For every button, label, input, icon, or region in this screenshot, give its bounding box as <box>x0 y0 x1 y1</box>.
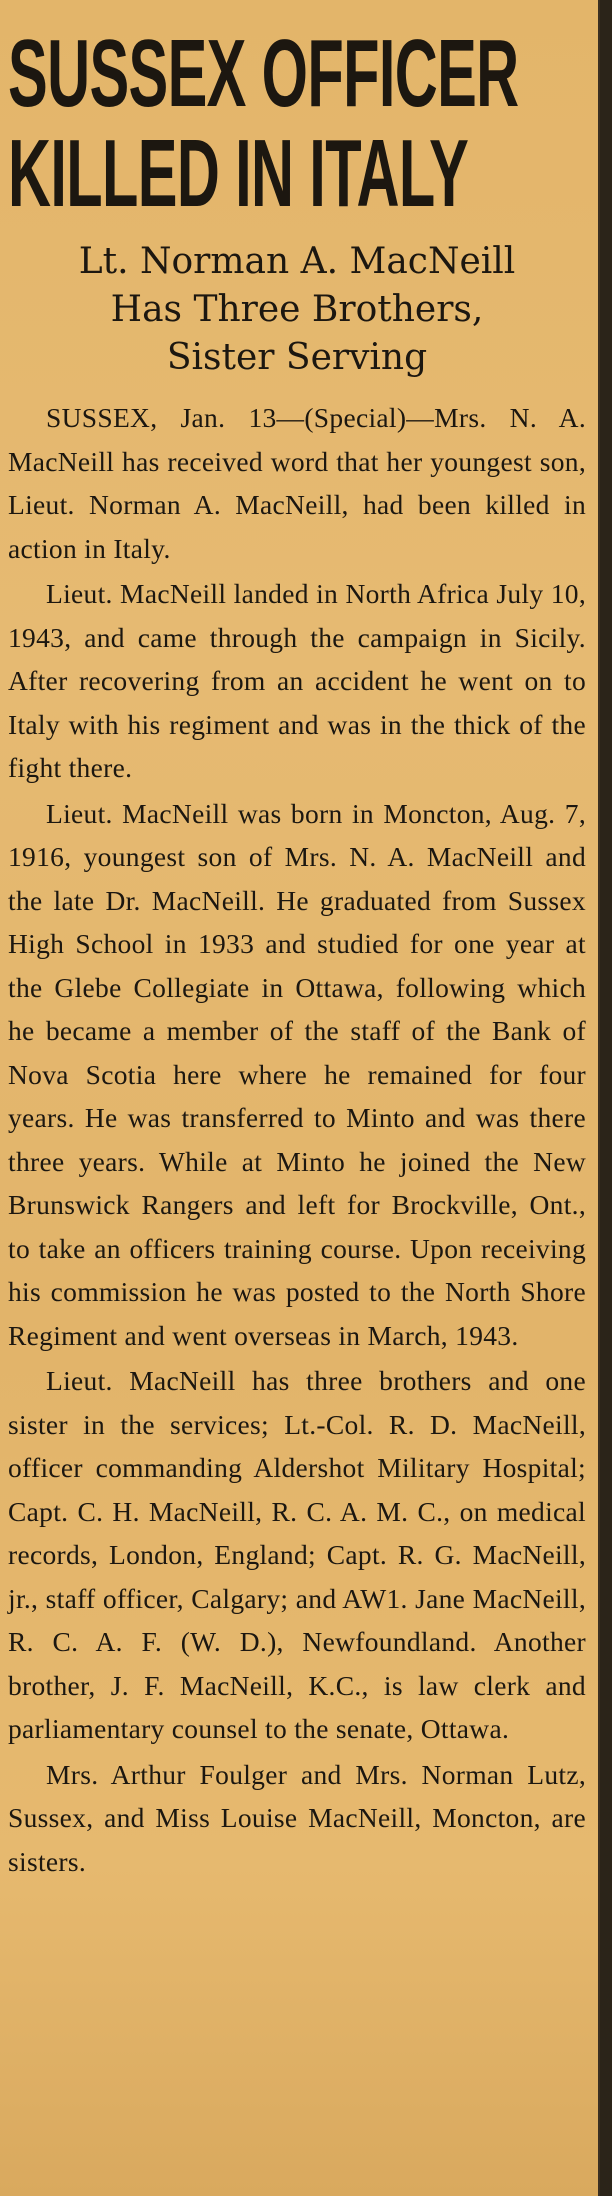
subhead-line-1: Lt. Norman A. MacNeill <box>78 241 516 282</box>
subheadline <box>8 238 586 382</box>
headline-line-2: KILLED IN ITALY <box>8 120 469 227</box>
subhead-line-2: Has Three Brothers, <box>110 289 484 330</box>
subhead-line-3: Sister Serving <box>166 337 428 378</box>
paragraph-2: Lieut. MacNeill landed in North Africa July 10, 1943, and came through the campaign in Sicily. After recovering from an accident he went on to Italy with his regiment and was in the thick of the fight there. <box>8 578 586 783</box>
column-rule <box>598 0 600 2196</box>
headline-line-1: SUSSEX OFFICER <box>8 24 519 127</box>
paragraph-5: Mrs. Arthur Foulger and Mrs. Norman Lutz, Sussex, and Miss Louise MacNeill, Moncton, are sisters. <box>8 1758 586 1877</box>
paragraph-4: Lieut. MacNeill has three brothers and one sister in the services; Lt.-Col. R. D. MacNeill, officer commanding Aldershot Military Hospital; Capt. C. H. MacNeill, R. C. A. M. C., on medical records, London, England; Capt. R. G. MacNeill, jr., staff officer, Calgary; and AW1. Jane MacNeill, R. C. A. F. (W. D.), Newfoundland. Another brother, J. F. MacNeill, K.C., is law clerk and parliamentary counsel to the senate, Ottawa. <box>8 1365 586 1744</box>
paragraph-1: SUSSEX, Jan. 13—(Special)—Mrs. N. A. MacNeill has received word that her youngest son, Lieut. Norman A. MacNeill, had been killed in action in Italy. <box>8 402 586 564</box>
headline <box>8 24 586 232</box>
article-body <box>8 396 586 1883</box>
paragraph-3: Lieut. MacNeill was born in Moncton, Aug. 7, 1916, youngest son of Mrs. N. A. MacNeill and the late Dr. MacNeill. He graduated from Sussex High School in 1933 and studied for one year at the Glebe Collegiate in Ottawa, following which he became a member of the staff of the Bank of Nova Scotia here where he remained for four years. He was transferred to Minto and was there three years. While at Minto he joined the New Brunswick Rangers and left for Brockville, Ont., to take an officers training course. Upon receiving his commission he was posted to the North Shore Regiment and went overseas in March, 1943. <box>8 797 586 1351</box>
